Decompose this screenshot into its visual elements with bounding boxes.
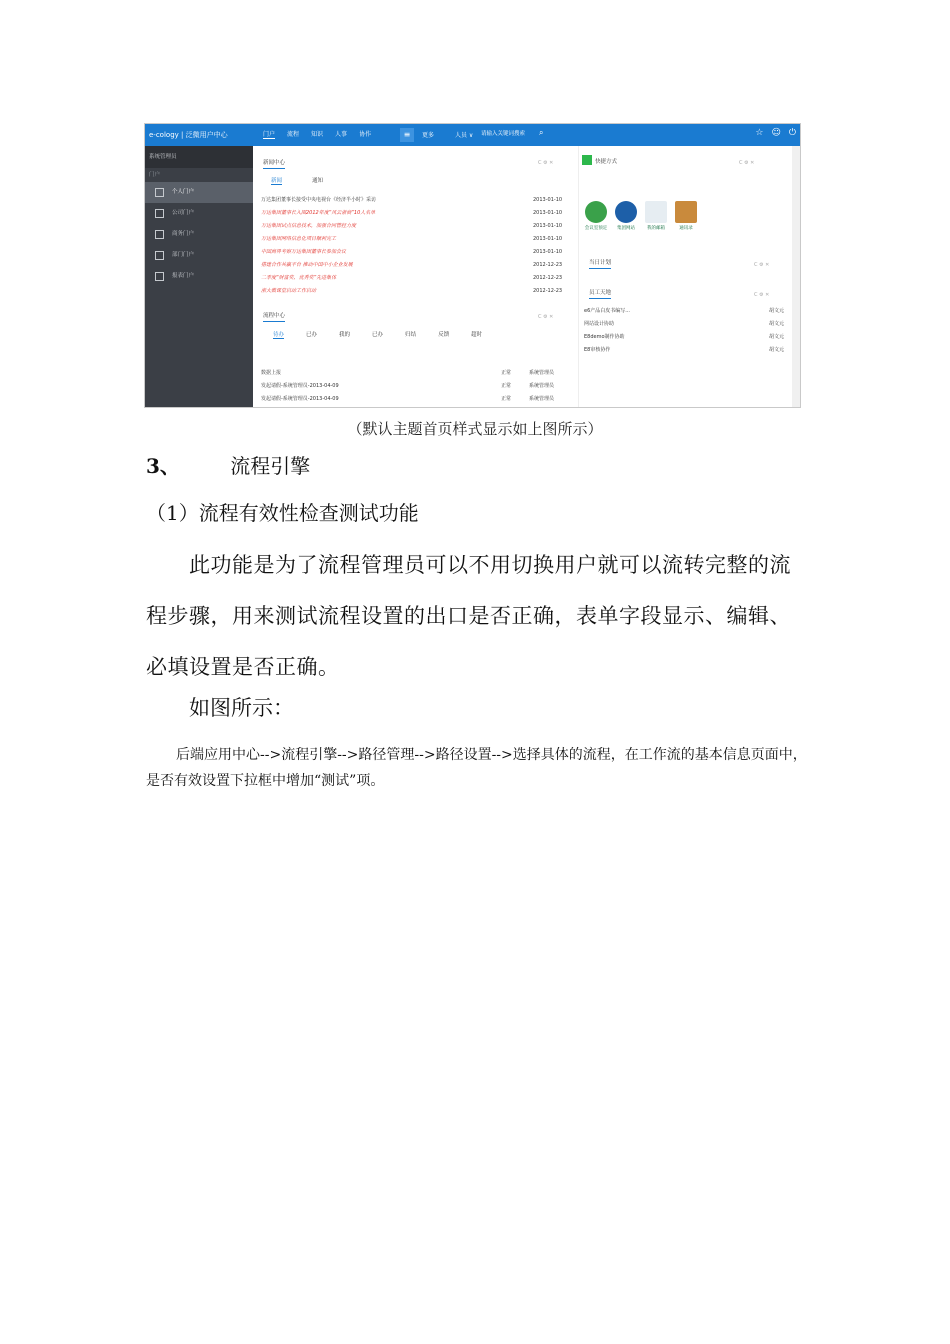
tab-feedback[interactable]: 反馈: [438, 332, 450, 338]
sidebar-item-personal[interactable]: 个人门户: [145, 182, 253, 203]
figure-caption: （默认主题首页样式显示如上图所示）: [347, 420, 603, 438]
tab-archived[interactable]: 归结: [405, 332, 417, 338]
subsection-heading: （1）流程有效性检查测试功能: [146, 501, 419, 525]
sidebar-item-report[interactable]: 报表门户: [145, 266, 253, 287]
menu-icon[interactable]: ≡: [400, 128, 414, 142]
website-shortcut[interactable]: 集团网站: [614, 201, 638, 231]
shortcut-icon: [582, 155, 592, 165]
flow-row[interactable]: [261, 405, 571, 408]
panel-controls[interactable]: C ⚙ ✕: [739, 160, 755, 166]
sidebar-item-department[interactable]: 部门门户: [145, 245, 253, 266]
employee-row[interactable]: e6产品白皮书编写... 胡文元: [584, 308, 784, 314]
news-row[interactable]: 万达集团董事长接受中央电视台《经济半小时》采访 2013-01-10: [261, 196, 563, 203]
smiley-icon[interactable]: ☺: [771, 128, 781, 138]
tab-overdue[interactable]: 超时: [471, 332, 483, 338]
employee-row[interactable]: 网站设计协助 胡文元: [584, 321, 784, 327]
news-row[interactable]: 二季度“财富奖、优秀奖”先进集体 2012-12-23: [261, 274, 563, 281]
flow-panel-title: 流程中心: [263, 311, 285, 322]
phone-icon: [585, 201, 607, 223]
employee-list: [584, 304, 784, 356]
news-row[interactable]: 万达集团网络信息化项目顺利完工 2013-01-10: [261, 235, 563, 242]
section-heading: [146, 450, 310, 479]
panel-controls[interactable]: C ⚙ ✕: [538, 160, 554, 166]
flow-tabs: [273, 330, 482, 339]
main-nav: [263, 129, 371, 139]
plan-title: 当日计划: [589, 258, 611, 269]
employee-row[interactable]: E8demo制作协助 胡文元: [584, 334, 784, 340]
star-icon[interactable]: ☆: [755, 128, 764, 138]
embedded-screenshot: [144, 123, 801, 408]
nav-item[interactable]: 知识: [311, 131, 324, 138]
globe-icon: [615, 201, 637, 223]
employee-title: 员工天地: [589, 288, 611, 299]
tab-news[interactable]: 新闻: [271, 178, 283, 184]
news-panel-title: 新闻中心: [263, 158, 285, 169]
sidebar-item-company[interactable]: 公司门户: [145, 203, 253, 224]
power-icon[interactable]: ⏻: [788, 128, 796, 138]
nav-item[interactable]: 门户: [263, 131, 276, 138]
top-nav-bar: [145, 124, 800, 146]
news-row[interactable]: 搭建合作共赢平台 推动中国中小企业发展 2012-12-23: [261, 261, 563, 268]
employee-row[interactable]: E8审核协作 胡文元: [584, 347, 784, 353]
panel-controls[interactable]: C ⚙ ✕: [538, 314, 554, 320]
news-row[interactable]: 浙大微课堂启动工作启动 2012-12-23: [261, 287, 563, 294]
portal-icon: [155, 230, 164, 239]
portal-icon: [155, 251, 164, 260]
shortcut-title: 快捷方式: [595, 159, 618, 165]
mail-icon: [645, 201, 667, 223]
sidebar: [145, 146, 253, 407]
panel-controls[interactable]: C ⚙ ✕: [754, 292, 770, 298]
meeting-room-shortcut[interactable]: 会议室预定: [584, 201, 608, 231]
app-logo: e-cology | 泛微用户中心: [149, 131, 228, 139]
sidebar-section-label: 门户: [149, 172, 161, 178]
tab-todo[interactable]: 待办: [273, 332, 285, 338]
news-list: [261, 193, 571, 297]
flow-row[interactable]: 发起请假-系统管理员-2013-04-09 正常 系统管理员: [261, 396, 555, 402]
app-shortcuts: [584, 201, 698, 231]
search-input[interactable]: 请输入关键词搜索: [481, 131, 526, 137]
as-shown-text: 如图所示：: [189, 696, 294, 720]
tab-mine[interactable]: 我的: [339, 332, 351, 338]
contacts-shortcut[interactable]: 通讯录: [674, 201, 698, 231]
flow-list: [261, 366, 571, 408]
right-column: [578, 146, 793, 407]
section-title: 流程引擎: [230, 454, 311, 478]
search-icon[interactable]: ⌕: [539, 128, 544, 137]
news-tabs: [271, 176, 323, 185]
sidebar-user[interactable]: 系统管理员: [145, 146, 253, 168]
panel-controls[interactable]: C ⚙ ✕: [754, 262, 770, 268]
flow-row[interactable]: 发起请假-系统管理员-2013-04-09 正常 系统管理员: [261, 383, 555, 389]
section-number: 3、: [146, 454, 180, 478]
news-row[interactable]: 中国商界考察万达集团董事长参加会议 2013-01-10: [261, 248, 563, 255]
tab-notice[interactable]: 通知: [312, 178, 324, 184]
portal-icon: [155, 188, 164, 197]
body-paragraph: 此功能是为了流程管理员可以不用切换用户就可以流转完整的流程步骤，用来测试流程设置的出口是否正确，表单字段显示、编辑、必填设置是否正确。: [146, 553, 791, 679]
tab-finished[interactable]: 已办: [372, 332, 384, 338]
scrollbar[interactable]: [792, 146, 800, 407]
sidebar-item-business[interactable]: 商务门户: [145, 224, 253, 245]
address-book-icon: [675, 201, 697, 223]
nav-item[interactable]: 流程: [287, 131, 300, 138]
nav-item[interactable]: 协作: [359, 131, 372, 138]
news-row[interactable]: 万达集团试点信息技术，加强合同管控力度 2013-01-10: [261, 222, 563, 229]
nav-item[interactable]: 人事: [335, 131, 348, 138]
flow-row[interactable]: 数据上报 正常 系统管理员: [261, 370, 555, 376]
portal-icon: [155, 209, 164, 218]
people-dropdown[interactable]: 人员 ∨: [455, 132, 474, 139]
more-menu[interactable]: 更多: [422, 132, 435, 139]
tab-done[interactable]: 已办: [306, 332, 318, 338]
path-description: 后端应用中心-->流程引擎-->路径管理-->路径设置-->选择具体的流程，在工作流的基本信息页面中，是否有效设置下拉框中增加“测试”项。: [146, 747, 807, 789]
mailbox-shortcut[interactable]: 我的邮箱: [644, 201, 668, 231]
portal-icon: [155, 272, 164, 281]
news-row[interactable]: 万达集团董事长入围2012年度“风云浙商”10人名单 2013-01-10: [261, 209, 563, 216]
portal-main: [253, 146, 792, 407]
